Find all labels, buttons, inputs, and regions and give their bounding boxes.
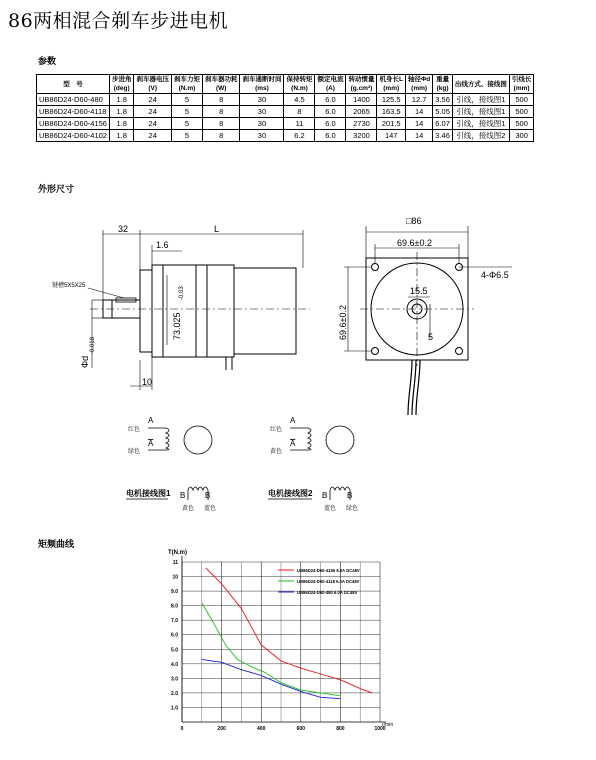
header-unit: (mm) bbox=[383, 85, 400, 92]
table-cell: UB86D24-D60-4118 bbox=[37, 106, 110, 118]
table-cell: 1.8 bbox=[109, 130, 134, 142]
dim-phi-d-tol: -0.018 bbox=[90, 336, 96, 354]
table-row bbox=[37, 94, 534, 106]
legend-label: UB86D24-D60-480 6.0A DC48V bbox=[297, 590, 358, 595]
header-label: 刹车器功耗 bbox=[204, 76, 238, 83]
table-header-cell bbox=[433, 75, 453, 94]
table-header-cell bbox=[346, 75, 377, 94]
wiring-1-label: 电机接线图1 bbox=[126, 489, 171, 498]
table-cell: 24 bbox=[134, 94, 172, 106]
dim-69-6-h: 69.6±0.2 bbox=[397, 238, 432, 248]
chart-ytick-label: 2.0 bbox=[171, 690, 178, 697]
dim-holes: 4-Φ6.5 bbox=[481, 270, 509, 280]
table-cell: 147 bbox=[377, 130, 405, 142]
table-cell: 8 bbox=[202, 130, 240, 142]
header-unit: (deg) bbox=[113, 85, 130, 92]
chart-xtick-label: 800 bbox=[336, 726, 345, 732]
header-label: 额定电流 bbox=[317, 76, 344, 83]
dim-5: 5 bbox=[428, 332, 434, 342]
table-cell: 3200 bbox=[346, 130, 377, 142]
table-cell: 125.5 bbox=[377, 94, 405, 106]
wire1-A: A bbox=[148, 416, 154, 425]
header-unit: (ms) bbox=[255, 85, 269, 92]
chart-xtick-label: 600 bbox=[296, 726, 305, 732]
table-cell: 14 bbox=[405, 130, 432, 142]
table-header-cell bbox=[284, 75, 315, 94]
header-label: 重量 bbox=[436, 76, 450, 83]
chart-xtick-label: 200 bbox=[217, 726, 226, 732]
table-cell: 12.7 bbox=[405, 94, 432, 106]
table-row bbox=[37, 106, 534, 118]
dim-73: 73.025 bbox=[172, 312, 182, 340]
table-cell: 6.0 bbox=[315, 106, 346, 118]
table-cell: 24 bbox=[134, 106, 172, 118]
table-cell: 1.8 bbox=[109, 106, 134, 118]
dim-sq86: □86 bbox=[406, 216, 422, 226]
table-cell: UB86D24-D60-4156 bbox=[37, 118, 110, 130]
table-cell: 14 bbox=[405, 118, 432, 130]
chart-ytick-label: 11 bbox=[172, 560, 178, 566]
table-cell: 4.5 bbox=[284, 94, 315, 106]
table-cell: 1.8 bbox=[109, 94, 134, 106]
table-cell: 30 bbox=[240, 94, 284, 106]
table-cell: 300 bbox=[509, 130, 534, 142]
chart-ytick-label: 7.0 bbox=[171, 618, 178, 625]
table-cell: 6.0 bbox=[315, 94, 346, 106]
table-header-cell bbox=[134, 75, 172, 94]
table-cell: 30 bbox=[240, 118, 284, 130]
table-header-cell bbox=[171, 75, 202, 94]
chart-xlabel: r/min bbox=[382, 722, 394, 728]
dim-phi-d: Φd bbox=[80, 355, 90, 368]
legend-label: UB86D24-D60-4118 6.0A DC48V bbox=[297, 579, 360, 584]
table-cell: 24 bbox=[134, 118, 172, 130]
table-cell: 8 bbox=[202, 94, 240, 106]
table-cell: 500 bbox=[509, 106, 534, 118]
chart-ytick-label: 8.0 bbox=[171, 603, 178, 610]
header-label: 轴径Φd bbox=[407, 76, 431, 83]
section-torque-heading: 矩频曲线 bbox=[38, 540, 75, 550]
chart-ytick-label: 5.0 bbox=[171, 647, 178, 654]
table-cell: 3.56 bbox=[433, 94, 453, 106]
dim-69-6-v: 69.6±0.2 bbox=[338, 305, 348, 340]
table-cell: 11 bbox=[284, 118, 315, 130]
header-unit: (N.m) bbox=[178, 85, 196, 92]
chart-ytick-label: 10 bbox=[172, 574, 178, 581]
header-unit: (W) bbox=[215, 85, 227, 92]
header-unit: (kg) bbox=[436, 85, 449, 92]
chart-xtick-label: 400 bbox=[257, 726, 266, 732]
wire1-yellow: 黄色 bbox=[182, 506, 195, 512]
wire1-Bbar: B bbox=[205, 491, 211, 500]
header-unit: (V) bbox=[148, 85, 158, 92]
chart-ytick-label: 1.0 bbox=[171, 705, 178, 712]
table-cell: 6.0 bbox=[315, 118, 346, 130]
table-cell: 163.5 bbox=[377, 106, 405, 118]
table-cell: 5 bbox=[171, 118, 202, 130]
table-cell: 引线，接线图1 bbox=[452, 94, 509, 106]
wire2-blue: 蓝色 bbox=[324, 506, 337, 512]
page-title: 86两相混合剃车步进电机 bbox=[8, 10, 229, 32]
table-header-cell bbox=[377, 75, 405, 94]
chart-ylabel: T(N.m) bbox=[168, 550, 187, 556]
wire1-Abar: A bbox=[148, 439, 154, 448]
header-label: 刹车力矩 bbox=[173, 76, 200, 83]
wire2-green: 绿色 bbox=[346, 506, 359, 512]
wire2-Abar: A bbox=[290, 439, 296, 448]
table-row bbox=[37, 118, 534, 130]
legend-label: UB86D24-D60-4156 6.0A DC48V bbox=[297, 568, 360, 573]
header-label: 机身长L bbox=[379, 76, 403, 83]
dim-32: 32 bbox=[118, 224, 129, 234]
wire2-yellow: 黄色 bbox=[270, 449, 283, 455]
table-cell: 2730 bbox=[346, 118, 377, 130]
header-label: 引线长 bbox=[511, 76, 532, 83]
chart-series-line bbox=[206, 568, 372, 693]
header-unit: (A) bbox=[325, 85, 335, 92]
dim-keyway: 键槽5X5X25 bbox=[52, 283, 86, 289]
wire2-A: A bbox=[290, 416, 296, 425]
table-cell: 6.07 bbox=[433, 118, 453, 130]
chart-ytick-label: 3.0 bbox=[171, 676, 178, 683]
header-unit: (mm) bbox=[411, 85, 428, 92]
table-cell: 2065 bbox=[346, 106, 377, 118]
wire1-green: 绿色 bbox=[128, 449, 141, 455]
table-cell: 30 bbox=[240, 106, 284, 118]
wiring-2-label: 电机接线图2 bbox=[268, 489, 313, 498]
chart-xtick-label: 0 bbox=[180, 726, 184, 732]
section-dims-heading: 外形尺寸 bbox=[38, 185, 75, 195]
table-cell: 500 bbox=[509, 94, 534, 106]
table-row bbox=[37, 130, 534, 142]
wire1-blue: 蓝色 bbox=[204, 506, 217, 512]
table-header-cell bbox=[109, 75, 134, 94]
table-cell: 1.8 bbox=[109, 118, 134, 130]
table-header-cell bbox=[405, 75, 432, 94]
table-header-cell bbox=[202, 75, 240, 94]
table-cell: UB86D24-D60-480 bbox=[37, 94, 110, 106]
header-label: 刹车器电压 bbox=[136, 76, 169, 83]
header-label: 保持转矩 bbox=[286, 76, 313, 83]
chart-ytick-label: 9.0 bbox=[171, 589, 178, 596]
table-cell: 30 bbox=[240, 130, 284, 142]
table-cell: 6.0 bbox=[315, 130, 346, 142]
table-header-cell bbox=[509, 75, 534, 94]
wire1-red: 红色 bbox=[128, 427, 141, 433]
table-cell: 1400 bbox=[346, 94, 377, 106]
section-params-heading: 参数 bbox=[38, 57, 57, 67]
table-header-cell bbox=[452, 75, 509, 94]
table-cell: 201.5 bbox=[377, 118, 405, 130]
dim-10: 10 bbox=[142, 377, 153, 387]
dim-15-5: 15.5 bbox=[410, 286, 428, 296]
header-label: 出线方式、接线图 bbox=[454, 80, 507, 88]
table-cell: 5 bbox=[171, 130, 202, 142]
table-cell: 引线，接线图1 bbox=[452, 118, 509, 130]
header-label: 型 号 bbox=[63, 80, 83, 88]
dim-1-6: 1.6 bbox=[156, 240, 169, 250]
table-cell: 引线，接线图1 bbox=[452, 106, 509, 118]
motor-body-side bbox=[152, 265, 234, 357]
table-cell: 5.05 bbox=[433, 106, 453, 118]
spec-table bbox=[36, 74, 534, 142]
table-cell: UB86D24-D60-4102 bbox=[37, 130, 110, 142]
dim-73-tol: -0.03 bbox=[179, 286, 185, 300]
wire2-Bbar: B bbox=[347, 491, 353, 500]
table-header-row bbox=[37, 75, 534, 94]
table-cell: 8 bbox=[284, 106, 315, 118]
header-unit: (N.m) bbox=[291, 85, 308, 92]
dim-L: L bbox=[214, 224, 220, 234]
header-label: 转动惯量 bbox=[348, 76, 375, 83]
mechanical-drawing bbox=[0, 190, 596, 520]
table-cell: 500 bbox=[509, 118, 534, 130]
header-unit: (g.cm²) bbox=[350, 85, 373, 92]
wire2-red: 红色 bbox=[270, 427, 283, 433]
wire1-B: B bbox=[180, 491, 186, 500]
header-unit: (mm) bbox=[513, 85, 530, 92]
table-cell: 引线，接线图2 bbox=[452, 130, 509, 142]
torque-chart bbox=[160, 546, 410, 736]
table-header-cell bbox=[240, 75, 284, 94]
table-cell: 24 bbox=[134, 130, 172, 142]
brake-body-side bbox=[234, 268, 296, 354]
header-label: 步进角 bbox=[111, 76, 132, 83]
table-cell: 5 bbox=[171, 94, 202, 106]
chart-ytick-label: 6.0 bbox=[171, 632, 178, 639]
table-cell: 5 bbox=[171, 106, 202, 118]
table-cell: 6.2 bbox=[284, 130, 315, 142]
table-header-cell bbox=[315, 75, 346, 94]
table-cell: 8 bbox=[202, 106, 240, 118]
table-header-cell bbox=[37, 75, 110, 94]
chart-xtick-label: 1000 bbox=[374, 726, 386, 732]
header-label: 刹车通断时间 bbox=[242, 76, 282, 83]
table-cell: 3.46 bbox=[433, 130, 453, 142]
table-cell: 14 bbox=[405, 106, 432, 118]
chart-ytick-label: 4.0 bbox=[171, 661, 178, 668]
table-cell: 8 bbox=[202, 118, 240, 130]
wire2-B: B bbox=[322, 491, 328, 500]
